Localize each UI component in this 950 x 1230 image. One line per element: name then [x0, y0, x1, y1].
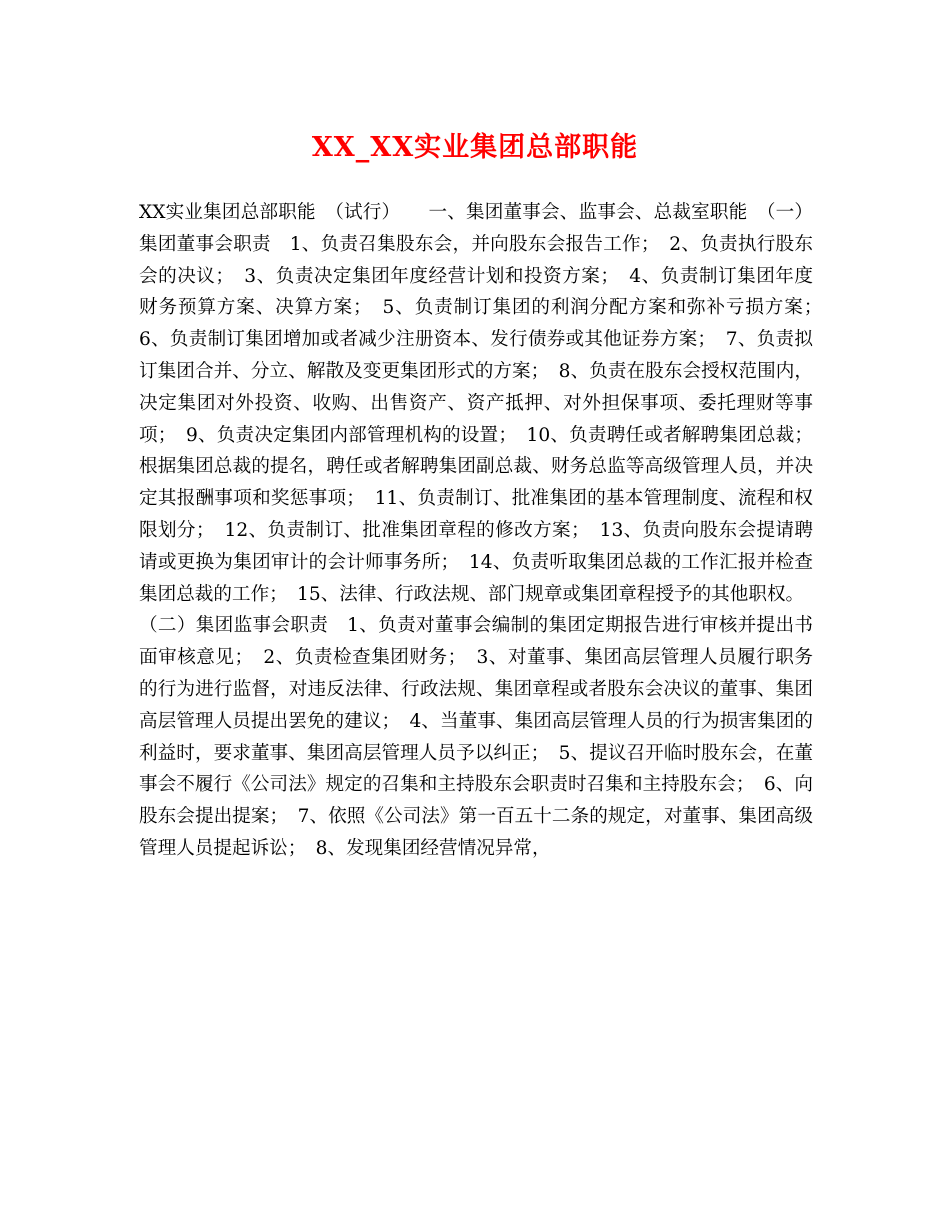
- paragraph-supervisory-duties: （二）集团监事会职责 1、负责对董事会编制的集团定期报告进行审核并提出书面审核意见； 2、负责检查集团财务； 3、对董事、集团高层管理人员履行职务的行为进行监督，对违反法律、行政法规、集团章程或者股东会决议的董事、集团高层管理人员提出罢免的建议； 4、当董事、集团高层管理人员的行为损害集团的利益时，要求董事、集团高层管理人员予以纠正； 5、提议召开临时股东会，在董事会不履行《公司法》规定的召集和主持股东会职责时召集和主持股东会； 6、向股东会提出提案； 7、依照《公司法》第一百五十二条的规定，对董事、集团高级管理人员提起诉讼； 8、发现集团经营情况异常，: [139, 615, 813, 859]
- document-body: [139, 197, 832, 865]
- document-title: XX_XX实业集团总部职能: [311, 132, 639, 163]
- paragraph-board-duties: XX实业集团总部职能 （试行） 一、集团董事会、监事会、总裁室职能 （一）集团董事会职责 1、负责召集股东会，并向股东会报告工作； 2、负责执行股东会的决议； 3、负责决定集团年度经营计划和投资方案； 4、负责制订集团年度财务预算方案、决算方案； 5、负责制订集团的利润分配方案和弥补亏损方案； 6、负责制订集团增加或者减少注册资本、发行债券或其他证券方案； 7、负责拟订集团合并、分立、解散及变更集团形式的方案； 8、负责在股东会授权范围内，决定集团对外投资、收购、出售资产、资产抵押、对外担保事项、委托理财等事项； 9、负责决定集团内部管理机构的设置； 10、负责聘任或者解聘集团总裁；根据集团总裁的提名，聘任或者解聘集团副总裁、财务总监等高级管理人员，并决定其报酬事项和奖惩事项； 11、负责制订、批准集团的基本管理制度、流程和权限划分； 12、负责制订、批准集团章程的修改方案； 13、负责向股东会提请聘请或更换为集团审计的会计师事务所； 14、负责听取集团总裁的工作汇报并检查集团总裁的工作； 15、法律、行政法规、部门规章或集团章程授予的其他职权。: [139, 202, 832, 605]
